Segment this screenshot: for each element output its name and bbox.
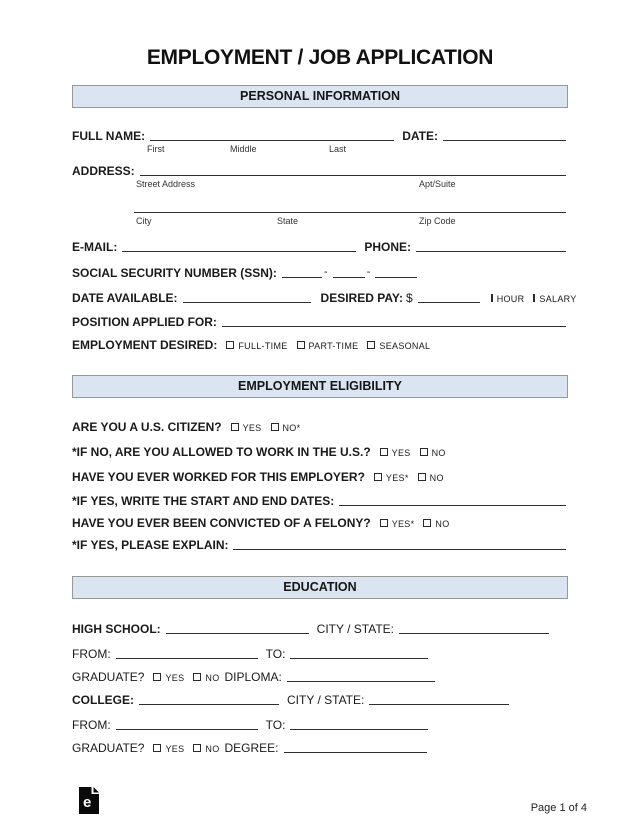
allowed-no-checkbox[interactable] xyxy=(420,448,428,456)
position-row xyxy=(72,315,568,329)
college-graduate-no-label: NO xyxy=(205,744,220,754)
college-graduate-no-checkbox[interactable] xyxy=(193,744,201,752)
diploma-input[interactable] xyxy=(287,672,435,682)
felony-yes-checkbox[interactable] xyxy=(380,519,388,527)
college-to-input[interactable] xyxy=(290,720,428,730)
degree-input[interactable] xyxy=(284,743,427,753)
apt-suite-sublabel: Apt/Suite xyxy=(419,179,456,189)
email-input[interactable] xyxy=(122,242,356,252)
felony-no-label: NO xyxy=(435,519,450,529)
middle-sublabel: Middle xyxy=(230,144,257,154)
worked-before-question-label: HAVE YOU EVER WORKED FOR THIS EMPLOYER? xyxy=(72,470,365,484)
desired-pay-label: DESIRED PAY: xyxy=(320,291,404,305)
allowed-to-work-question-label: *IF NO, ARE YOU ALLOWED TO WORK IN THE U.S.? xyxy=(72,445,371,459)
college-dates-row xyxy=(72,718,568,732)
high-school-input[interactable] xyxy=(166,624,309,634)
hs-to-label: TO: xyxy=(265,647,286,661)
allowed-to-work-question-row xyxy=(72,445,568,459)
hs-city-state-label: CITY / STATE: xyxy=(316,622,395,636)
ssn-label: SOCIAL SECURITY NUMBER (SSN): xyxy=(72,266,277,280)
hs-from-label: FROM: xyxy=(72,647,111,661)
document-icon xyxy=(78,787,99,814)
hour-option-label: HOUR xyxy=(496,294,525,304)
college-from-input[interactable] xyxy=(116,720,258,730)
eforms-logo xyxy=(78,787,99,814)
ssn-part1-input[interactable] xyxy=(282,268,322,278)
phone-input[interactable] xyxy=(416,242,566,252)
college-graduate-label: GRADUATE? xyxy=(72,741,145,755)
college-city-state-label: CITY / STATE: xyxy=(287,693,365,707)
address-row xyxy=(72,164,568,178)
start-end-dates-label: *IF YES, WRITE THE START AND END DATES: xyxy=(72,494,335,508)
ssn-dash-2: - xyxy=(366,266,371,278)
ssn-dash-1: - xyxy=(323,266,328,278)
hour-checkbox[interactable] xyxy=(491,294,493,302)
city-sublabels-row xyxy=(72,216,568,226)
page-footer xyxy=(78,787,587,814)
zip-code-sublabel: Zip Code xyxy=(419,216,456,226)
hs-graduate-no-checkbox[interactable] xyxy=(193,673,201,681)
hs-graduate-yes-label: YES xyxy=(165,673,185,683)
college-label: COLLEGE: xyxy=(72,693,134,707)
diploma-label: DIPLOMA: xyxy=(224,670,282,684)
college-row xyxy=(72,693,568,707)
citizen-yes-label: YES xyxy=(242,423,262,433)
felony-explain-label: *IF YES, PLEASE EXPLAIN: xyxy=(72,538,229,552)
city-state-zip-input[interactable] xyxy=(134,203,566,213)
desired-pay-input[interactable] xyxy=(418,293,480,303)
high-school-dates-row xyxy=(72,647,568,661)
felony-explain-row xyxy=(72,538,568,552)
position-applied-label: POSITION APPLIED FOR: xyxy=(72,315,217,329)
start-end-dates-input[interactable] xyxy=(339,496,566,506)
section-header-personal-label: PERSONAL INFORMATION xyxy=(240,89,400,103)
street-address-sublabel: Street Address xyxy=(136,179,196,189)
salary-option-label: SALARY xyxy=(539,294,577,304)
full-name-label: FULL NAME: xyxy=(72,129,146,143)
felony-no-checkbox[interactable] xyxy=(423,519,431,527)
part-time-option-label: PART-TIME xyxy=(308,341,359,351)
full-time-checkbox[interactable] xyxy=(226,341,234,349)
email-phone-row xyxy=(72,240,568,254)
employment-desired-label: EMPLOYMENT DESIRED: xyxy=(72,338,218,352)
felony-explain-input[interactable] xyxy=(233,540,566,550)
citizen-no-label: NO* xyxy=(282,423,301,433)
allowed-no-label: NO xyxy=(431,448,446,458)
worked-no-label: NO xyxy=(429,473,444,483)
full-name-row xyxy=(72,129,568,143)
full-name-input[interactable] xyxy=(150,131,394,141)
allowed-yes-checkbox[interactable] xyxy=(380,448,388,456)
worked-no-checkbox[interactable] xyxy=(418,473,426,481)
page-title: EMPLOYMENT / JOB APPLICATION xyxy=(146,46,494,69)
seasonal-option-label: SEASONAL xyxy=(379,341,431,351)
felony-question-label: HAVE YOU EVER BEEN CONVICTED OF A FELONY? xyxy=(72,516,371,530)
felony-question-row xyxy=(72,516,568,530)
part-time-checkbox[interactable] xyxy=(297,341,305,349)
citizen-question-row xyxy=(72,420,568,434)
worked-yes-label: YES* xyxy=(385,473,409,483)
logo-letter: e xyxy=(83,794,92,811)
high-school-row xyxy=(72,622,568,636)
address-label: ADDRESS: xyxy=(72,164,135,178)
date-label: DATE: xyxy=(402,129,438,143)
city-sublabel: City xyxy=(136,216,152,226)
section-header-education xyxy=(72,576,568,599)
hs-graduate-label: GRADUATE? xyxy=(72,670,145,684)
high-school-label: HIGH SCHOOL: xyxy=(72,622,161,636)
section-header-eligibility xyxy=(72,375,568,398)
ssn-part2-input[interactable] xyxy=(333,268,365,278)
college-graduate-row xyxy=(72,741,568,755)
hs-to-input[interactable] xyxy=(290,649,428,659)
first-sublabel: First xyxy=(147,144,165,154)
employment-desired-row xyxy=(72,338,568,352)
ssn-row xyxy=(72,266,568,280)
citizen-no-checkbox[interactable] xyxy=(271,423,279,431)
seasonal-checkbox[interactable] xyxy=(367,341,375,349)
date-input[interactable] xyxy=(443,131,566,141)
phone-label: PHONE: xyxy=(364,240,411,254)
hs-graduate-no-label: NO xyxy=(205,673,220,683)
section-header-eligibility-label: EMPLOYMENT ELIGIBILITY xyxy=(238,379,402,393)
state-sublabel: State xyxy=(277,216,299,226)
worked-yes-checkbox[interactable] xyxy=(374,473,382,481)
ssn-part3-input[interactable] xyxy=(375,268,417,278)
page-indicator: Page 1 of 4 xyxy=(530,802,587,814)
date-available-label: DATE AVAILABLE: xyxy=(72,291,178,305)
name-sublabels-row xyxy=(72,144,568,154)
currency-symbol: $ xyxy=(406,291,413,305)
college-city-state-input[interactable] xyxy=(369,695,509,705)
high-school-graduate-row xyxy=(72,670,568,684)
section-header-personal xyxy=(72,85,568,108)
position-applied-input[interactable] xyxy=(222,317,566,327)
full-time-option-label: FULL-TIME xyxy=(238,341,288,351)
college-graduate-yes-label: YES xyxy=(165,744,185,754)
salary-checkbox[interactable] xyxy=(533,294,535,302)
date-available-row xyxy=(72,291,577,305)
email-label: E-MAIL: xyxy=(72,240,118,254)
felony-yes-label: YES* xyxy=(391,519,415,529)
citizen-question-label: ARE YOU A U.S. CITIZEN? xyxy=(72,420,222,434)
college-graduate-yes-checkbox[interactable] xyxy=(153,744,161,752)
hs-from-input[interactable] xyxy=(116,649,258,659)
allowed-yes-label: YES xyxy=(391,448,411,458)
degree-label: DEGREE: xyxy=(224,741,279,755)
street-address-input[interactable] xyxy=(140,166,566,176)
city-state-zip-row xyxy=(72,203,568,215)
date-available-input[interactable] xyxy=(183,293,311,303)
start-end-dates-row xyxy=(72,494,568,508)
college-to-label: TO: xyxy=(265,718,286,732)
hs-city-state-input[interactable] xyxy=(399,624,549,634)
address-sublabels-row xyxy=(72,179,568,189)
last-sublabel: Last xyxy=(329,144,347,154)
college-from-label: FROM: xyxy=(72,718,111,732)
worked-before-question-row xyxy=(72,470,568,484)
college-input[interactable] xyxy=(139,695,279,705)
citizen-yes-checkbox[interactable] xyxy=(231,423,239,431)
section-header-education-label: EDUCATION xyxy=(283,580,357,594)
hs-graduate-yes-checkbox[interactable] xyxy=(153,673,161,681)
